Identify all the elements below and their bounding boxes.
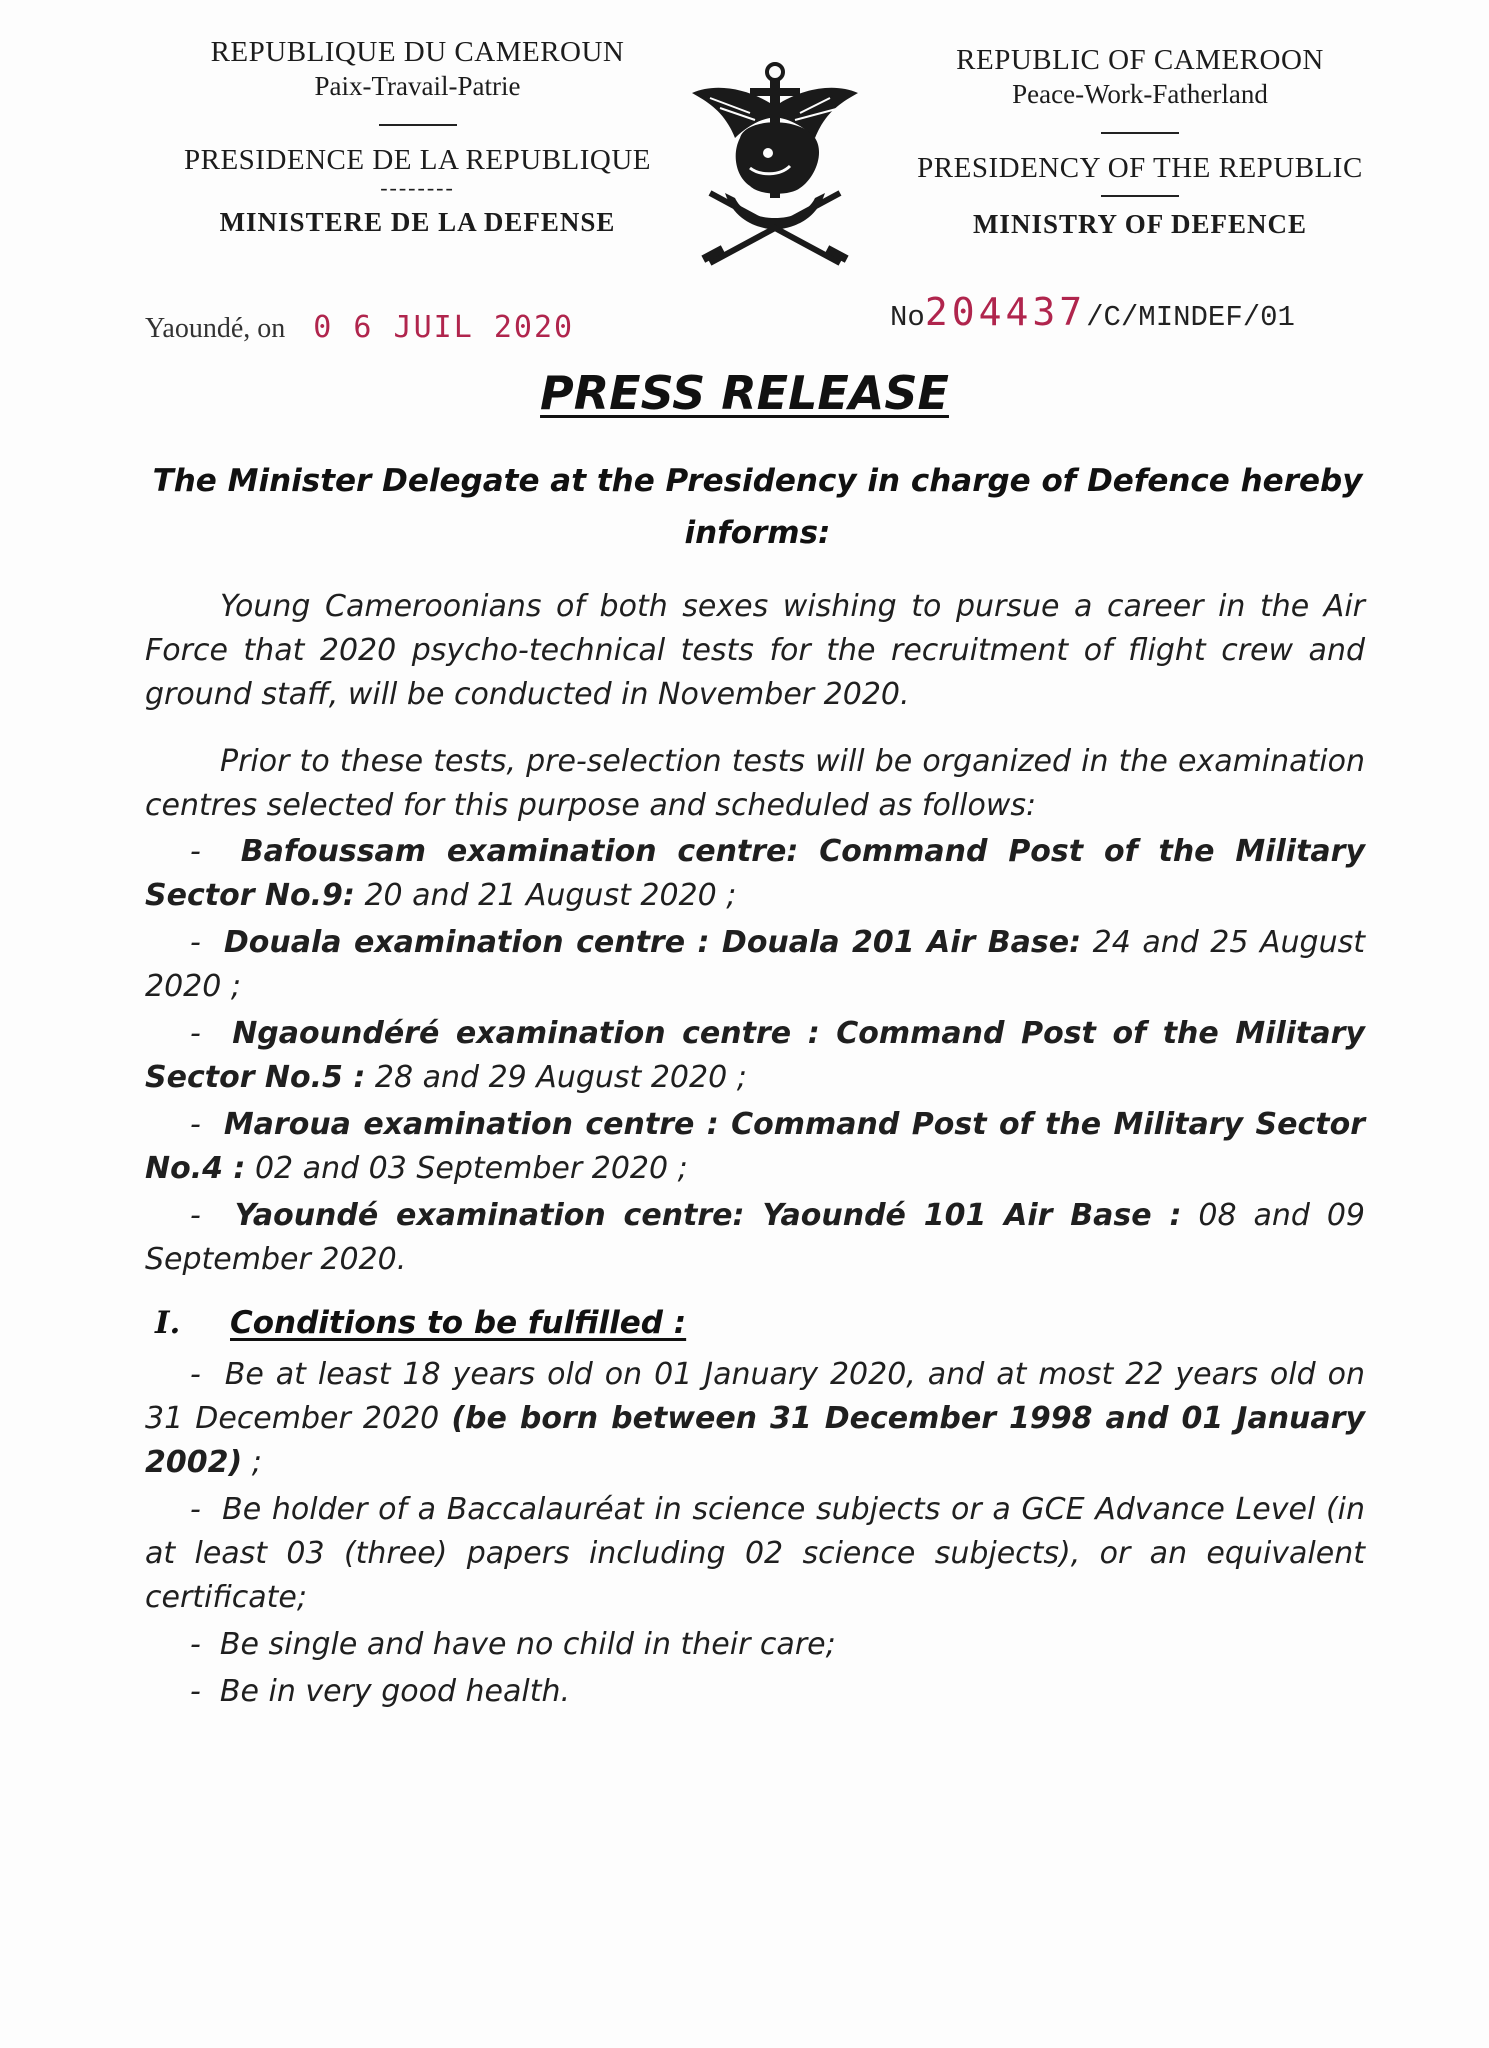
section-number: I. — [155, 1305, 181, 1341]
centre-name: Ngaoundéré examination centre : Command Post of the Military Sector No.5 : — [145, 1016, 1365, 1095]
list-item: - Be single and have no child in their care; — [190, 1627, 836, 1662]
paragraph-2: Prior to these tests, pre-selection tests will be organized in the examination centres selected for this purpose and scheduled as follows: — [145, 744, 1365, 823]
centre-dates: 20 and 21 August 2020 ; — [354, 878, 737, 913]
list-item: - Be at least 18 years old on 01 January 2020, and at most 22 years old on 31 December 2020 (be born between 31 December 1998 and 01 January 2002) ; — [145, 1357, 1365, 1480]
list-item: - Maroua examination centre : Command Post of the Military Sector No.4 : 02 and 03 September 2020 ; — [145, 1107, 1365, 1186]
presidency-en: PRESIDENCY OF THE REPUBLIC — [917, 152, 1363, 184]
page-title: PRESS RELEASE — [540, 366, 949, 420]
centre-dates: 24 and 25 August 2020 ; — [145, 925, 1365, 1004]
intro-statement: The Minister Delegate at the Presidency in charge of Defence hereby informs: — [152, 463, 1363, 551]
condition-text: Be in very good health. — [219, 1674, 571, 1709]
header-right — [880, 44, 1400, 240]
centre-dates: 28 and 29 August 2020 ; — [365, 1060, 747, 1095]
reference-prefix: No — [890, 301, 925, 334]
header-left — [140, 36, 695, 238]
dash-divider: -------- — [380, 175, 455, 200]
centre-name: Yaoundé examination centre: Yaoundé 101 Air Base : — [234, 1198, 1182, 1233]
reference-stamp-number: 204437 — [924, 290, 1087, 334]
condition-text: Be holder of a Baccalauréat in science subjects or a GCE Advance Level (in at least 03 (three) papers including 02 science subjects), or an equivalent certificate; — [145, 1492, 1365, 1615]
divider — [1101, 132, 1179, 134]
dateline — [145, 310, 574, 345]
centre-dates: 08 and 09 September 2020. — [145, 1198, 1365, 1277]
condition-text: Be single and have no child in their care; — [219, 1627, 836, 1662]
list-item: - Be holder of a Baccalauréat in science subjects or a GCE Advance Level (in at least 03 (three) papers including 02 science subjects), or an equivalent certificate; — [145, 1492, 1365, 1615]
section-title: Conditions to be fulfilled : — [230, 1305, 687, 1341]
defence-emblem-icon — [690, 58, 860, 268]
divider — [379, 124, 457, 126]
list-item: - Ngaoundéré examination centre : Command Post of the Military Sector No.5 : 28 and 29 August 2020 ; — [145, 1016, 1365, 1095]
centre-name: Bafoussam examination centre: Command Post of the Military Sector No.9: — [145, 834, 1366, 913]
conditions-list — [145, 1353, 1365, 1717]
list-item: - Douala examination centre : Douala 201 Air Base: 24 and 25 August 2020 ; — [145, 925, 1365, 1004]
date-stamp: 0 6 JUIL 2020 — [313, 310, 575, 345]
examination-centres-list — [145, 830, 1365, 1285]
country-name-fr: REPUBLIQUE DU CAMEROUN — [210, 36, 625, 68]
ministry-fr: MINISTERE DE LA DEFENSE — [219, 207, 616, 237]
motto-fr: Paix-Travail-Patrie — [314, 71, 521, 101]
motto-en: Peace-Work-Fatherland — [1012, 79, 1268, 109]
presidency-fr: PRESIDENCE DE LA REPUBLIQUE — [183, 144, 652, 176]
reference-suffix: /C/MINDEF/01 — [1086, 301, 1295, 334]
list-item: - Bafoussam examination centre: Command Post of the Military Sector No.9: 20 and 21 August 2020 ; — [145, 834, 1366, 913]
centre-name: Douala examination centre : Douala 201 Air Base: — [223, 925, 1082, 960]
ministry-en: MINISTRY OF DEFENCE — [972, 209, 1308, 239]
divider — [1101, 195, 1179, 197]
reference-number — [890, 290, 1295, 334]
country-name-en: REPUBLIC OF CAMEROON — [956, 44, 1324, 76]
paragraph-1: Young Cameroonians of both sexes wishing to pursue a career in the Air Force that 2020 psycho-technical tests for the recruitment of flight crew and ground staff, will be conducted in November 2020. — [145, 589, 1365, 712]
dateline-place: Yaoundé, on — [145, 313, 286, 344]
condition-text: Be at least 18 years old on 01 January 2020, and at most 22 years old on 31 December 2020 — [145, 1357, 1365, 1436]
section-heading — [155, 1305, 686, 1341]
centre-name: Maroua examination centre : Command Post of the Military Sector No.4 : — [145, 1107, 1365, 1186]
list-item: - Be in very good health. — [190, 1674, 571, 1709]
condition-emphasis: (be born between 31 December 1998 and 01 January 2002) — [145, 1401, 1365, 1480]
list-item: - Yaoundé examination centre: Yaoundé 101 Air Base : 08 and 09 September 2020. — [145, 1198, 1365, 1277]
centre-dates: 02 and 03 September 2020 ; — [245, 1151, 688, 1186]
